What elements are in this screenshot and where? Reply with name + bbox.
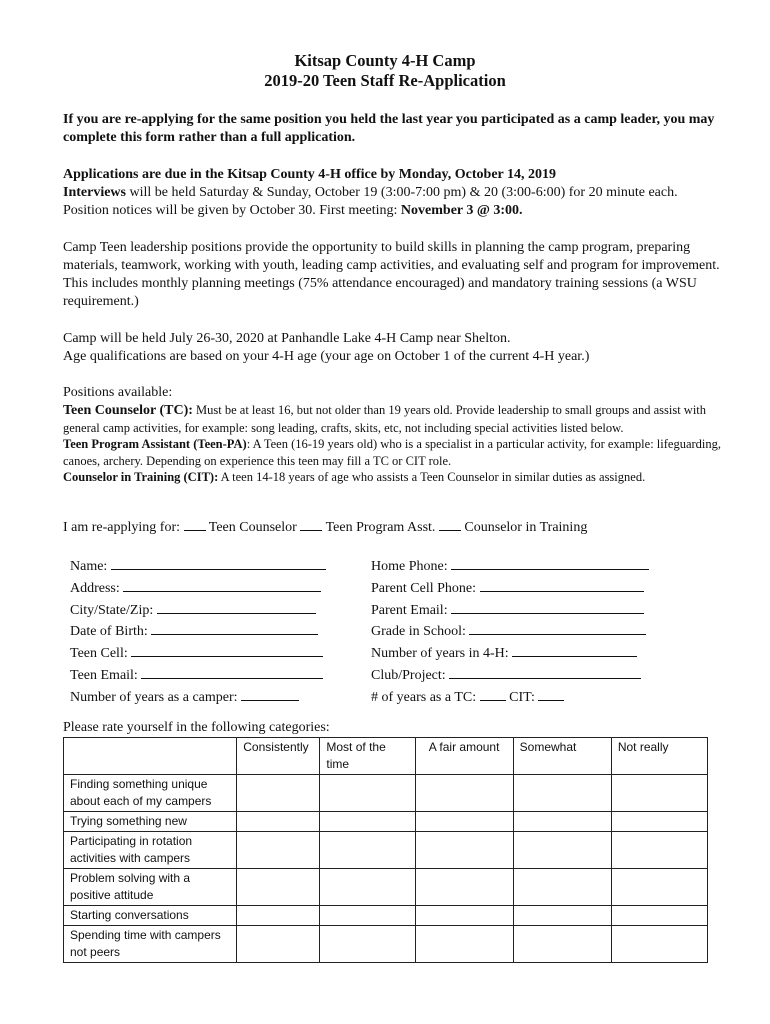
rating-cell[interactable] xyxy=(415,832,513,869)
rating-cell[interactable] xyxy=(237,812,320,832)
column-header: Consistently xyxy=(237,738,320,775)
rating-cell[interactable] xyxy=(237,832,320,869)
tc-description: Must be at least 16, but not older than 19 years old. Provide leadership to small groups and assist with general camp activities, for example: song leading, crafts, skits, etc, not including special activities listed below. xyxy=(63,403,707,435)
rating-cell[interactable] xyxy=(513,775,611,812)
name-field[interactable] xyxy=(70,556,340,578)
tpa-description: : A Teen (16-19 years old) who is a specialist in a particular activity, for example: lifeguarding, canoes, archery. Depending on experience this teen may fill a TC or CIT role. xyxy=(63,437,722,468)
table-row xyxy=(64,906,708,926)
table-row xyxy=(64,926,708,963)
rating-cell[interactable] xyxy=(415,775,513,812)
field-line[interactable] xyxy=(480,578,644,592)
field-line[interactable] xyxy=(157,600,316,614)
rating-cell[interactable] xyxy=(611,869,707,906)
grade-field[interactable] xyxy=(371,621,671,643)
due-paragraph xyxy=(63,166,723,220)
parent-email-field[interactable] xyxy=(371,600,671,622)
field-line[interactable] xyxy=(451,600,644,614)
tpa-checkline[interactable] xyxy=(300,518,322,531)
first-meeting-text: November 3 @ 3:00. xyxy=(400,203,523,218)
field-line[interactable] xyxy=(469,621,646,635)
years-4h-field[interactable] xyxy=(371,643,671,665)
row-label: Starting conversations xyxy=(64,906,237,926)
positions-section xyxy=(63,384,723,486)
home-phone-field[interactable] xyxy=(371,556,671,578)
field-label: Number of years in 4-H: xyxy=(371,646,509,662)
years-as-camper-field[interactable] xyxy=(70,687,340,709)
cit-years-label: CIT: xyxy=(509,689,535,705)
interviews-label: Interviews xyxy=(63,185,126,200)
row-label: Participating in rotation activities with campers xyxy=(64,832,237,869)
row-label: Finding something unique about each of my campers xyxy=(64,775,237,812)
rating-cell[interactable] xyxy=(320,906,415,926)
date-of-birth-field[interactable] xyxy=(70,621,340,643)
parent-cell-field[interactable] xyxy=(371,578,671,600)
teen-email-field[interactable] xyxy=(70,665,340,687)
field-line[interactable] xyxy=(449,665,641,679)
tpa-label: Teen Program Assistant (Teen-PA) xyxy=(63,437,247,451)
position-tc xyxy=(63,402,723,436)
rating-cell[interactable] xyxy=(320,926,415,963)
rating-cell[interactable] xyxy=(237,869,320,906)
reapply-prefix: I am re-applying for: xyxy=(63,520,184,535)
field-label: Address: xyxy=(70,580,120,596)
field-label: Grade in School: xyxy=(371,624,466,640)
table-row xyxy=(64,832,708,869)
cit-checkline[interactable] xyxy=(439,518,461,531)
rating-cell[interactable] xyxy=(415,812,513,832)
field-line[interactable] xyxy=(131,643,323,657)
field-label: Name: xyxy=(70,559,108,574)
rating-cell[interactable] xyxy=(320,869,415,906)
rating-cell[interactable] xyxy=(611,832,707,869)
rating-cell[interactable] xyxy=(415,906,513,926)
tc-years-line[interactable] xyxy=(480,687,506,701)
field-line[interactable] xyxy=(111,556,326,570)
field-label: Number of years as a camper: xyxy=(70,689,238,705)
field-label: Home Phone: xyxy=(371,559,448,574)
reapply-option-tpa: Teen Program Asst. xyxy=(322,520,439,535)
field-label: Club/Project: xyxy=(371,667,446,683)
column-header: Somewhat xyxy=(513,738,611,775)
field-label: City/State/Zip: xyxy=(70,602,154,618)
rating-cell[interactable] xyxy=(237,926,320,963)
column-header: A fair amount xyxy=(415,738,513,775)
intro-paragraph: If you are re-applying for the same position you held the last year you participated as a camp leader, you may complete this form rather than a full application. xyxy=(63,112,715,145)
row-label: Trying something new xyxy=(64,812,237,832)
page-subtitle: 2019-20 Teen Staff Re-Application xyxy=(264,71,506,90)
table-row xyxy=(64,775,708,812)
rating-cell[interactable] xyxy=(611,906,707,926)
position-tpa xyxy=(63,436,723,469)
rating-label: Please rate yourself in the following categories: xyxy=(63,720,330,735)
rating-cell[interactable] xyxy=(320,775,415,812)
rating-cell[interactable] xyxy=(611,775,707,812)
rating-cell[interactable] xyxy=(415,869,513,906)
rating-table xyxy=(63,737,708,963)
rating-cell[interactable] xyxy=(513,926,611,963)
rating-cell[interactable] xyxy=(513,906,611,926)
rating-cell[interactable] xyxy=(513,869,611,906)
cit-label: Counselor in Training (CIT): xyxy=(63,470,219,484)
reapply-option-cit: Counselor in Training xyxy=(460,520,588,535)
tc-label: Teen Counselor (TC): xyxy=(63,403,193,418)
fields-left xyxy=(70,556,340,709)
interviews-text: will be held Saturday & Sunday, October 19 (3:00-7:00 pm) & 20 (3:00-6:00) for 20 minute each. Position notices will be given by October 30. First meeting: xyxy=(63,185,678,218)
tc-checkline[interactable] xyxy=(184,518,206,531)
rating-cell[interactable] xyxy=(513,812,611,832)
camp-info xyxy=(63,330,723,366)
field-line[interactable] xyxy=(123,578,321,592)
positions-heading: Positions available: xyxy=(63,385,173,400)
leadership-paragraph: Camp Teen leadership positions provide the opportunity to build skills in planning the camp program, preparing materials, teamwork, working with youth, leading camp activities, and evaluating self and program for improvement. This includes monthly planning meetings (75% attendance encouraged) and mandatory training sessions (a WSU requirement.) xyxy=(63,240,720,309)
rating-cell[interactable] xyxy=(611,812,707,832)
reapply-line xyxy=(63,518,723,537)
row-label: Spending time with campers not peers xyxy=(64,926,237,963)
age-qualifications: Age qualifications are based on your 4-H age (your age on October 1 of the current 4-H year.) xyxy=(63,349,590,364)
page-title: Kitsap County 4-H Camp xyxy=(294,51,476,70)
field-line[interactable] xyxy=(241,687,299,701)
camp-dates: Camp will be held July 26-30, 2020 at Panhandle Lake 4-H Camp near Shelton. xyxy=(63,331,511,346)
fields-right xyxy=(371,556,671,709)
reapply-option-tc: Teen Counselor xyxy=(205,520,301,535)
rating-cell[interactable] xyxy=(611,926,707,963)
column-header: Most of the time xyxy=(320,738,415,775)
rating-cell[interactable] xyxy=(513,832,611,869)
rating-cell[interactable] xyxy=(415,926,513,963)
field-label: Teen Email: xyxy=(70,667,138,683)
table-row xyxy=(64,812,708,832)
field-line[interactable] xyxy=(451,556,649,570)
field-label: Teen Cell: xyxy=(70,646,128,662)
field-line[interactable] xyxy=(512,643,637,657)
club-project-field[interactable] xyxy=(371,665,671,687)
column-header: Not really xyxy=(611,738,707,775)
rating-cell[interactable] xyxy=(320,832,415,869)
field-line[interactable] xyxy=(151,621,318,635)
row-label: Problem solving with a positive attitude xyxy=(64,869,237,906)
rating-cell[interactable] xyxy=(237,775,320,812)
rating-header-corner xyxy=(64,738,237,775)
field-label: Parent Cell Phone: xyxy=(371,580,476,596)
cit-description: A teen 14-18 years of age who assists a Teen Counselor in similar duties as assigned. xyxy=(218,470,646,484)
rating-cell[interactable] xyxy=(320,812,415,832)
field-label: # of years as a TC: xyxy=(371,689,477,705)
years-tc-cit-field[interactable] xyxy=(371,687,671,709)
field-label: Parent Email: xyxy=(371,602,448,618)
rating-cell[interactable] xyxy=(237,906,320,926)
cit-years-line[interactable] xyxy=(538,687,564,701)
field-line[interactable] xyxy=(141,665,323,679)
position-cit xyxy=(63,469,723,486)
field-label: Date of Birth: xyxy=(70,624,148,640)
rating-header-row xyxy=(64,738,708,775)
address-field[interactable] xyxy=(70,578,340,600)
city-state-zip-field[interactable] xyxy=(70,600,340,622)
due-date-text: Applications are due in the Kitsap County 4-H office by Monday, October 14, 2019 xyxy=(63,167,557,182)
teen-cell-field[interactable] xyxy=(70,643,340,665)
table-row xyxy=(64,869,708,906)
